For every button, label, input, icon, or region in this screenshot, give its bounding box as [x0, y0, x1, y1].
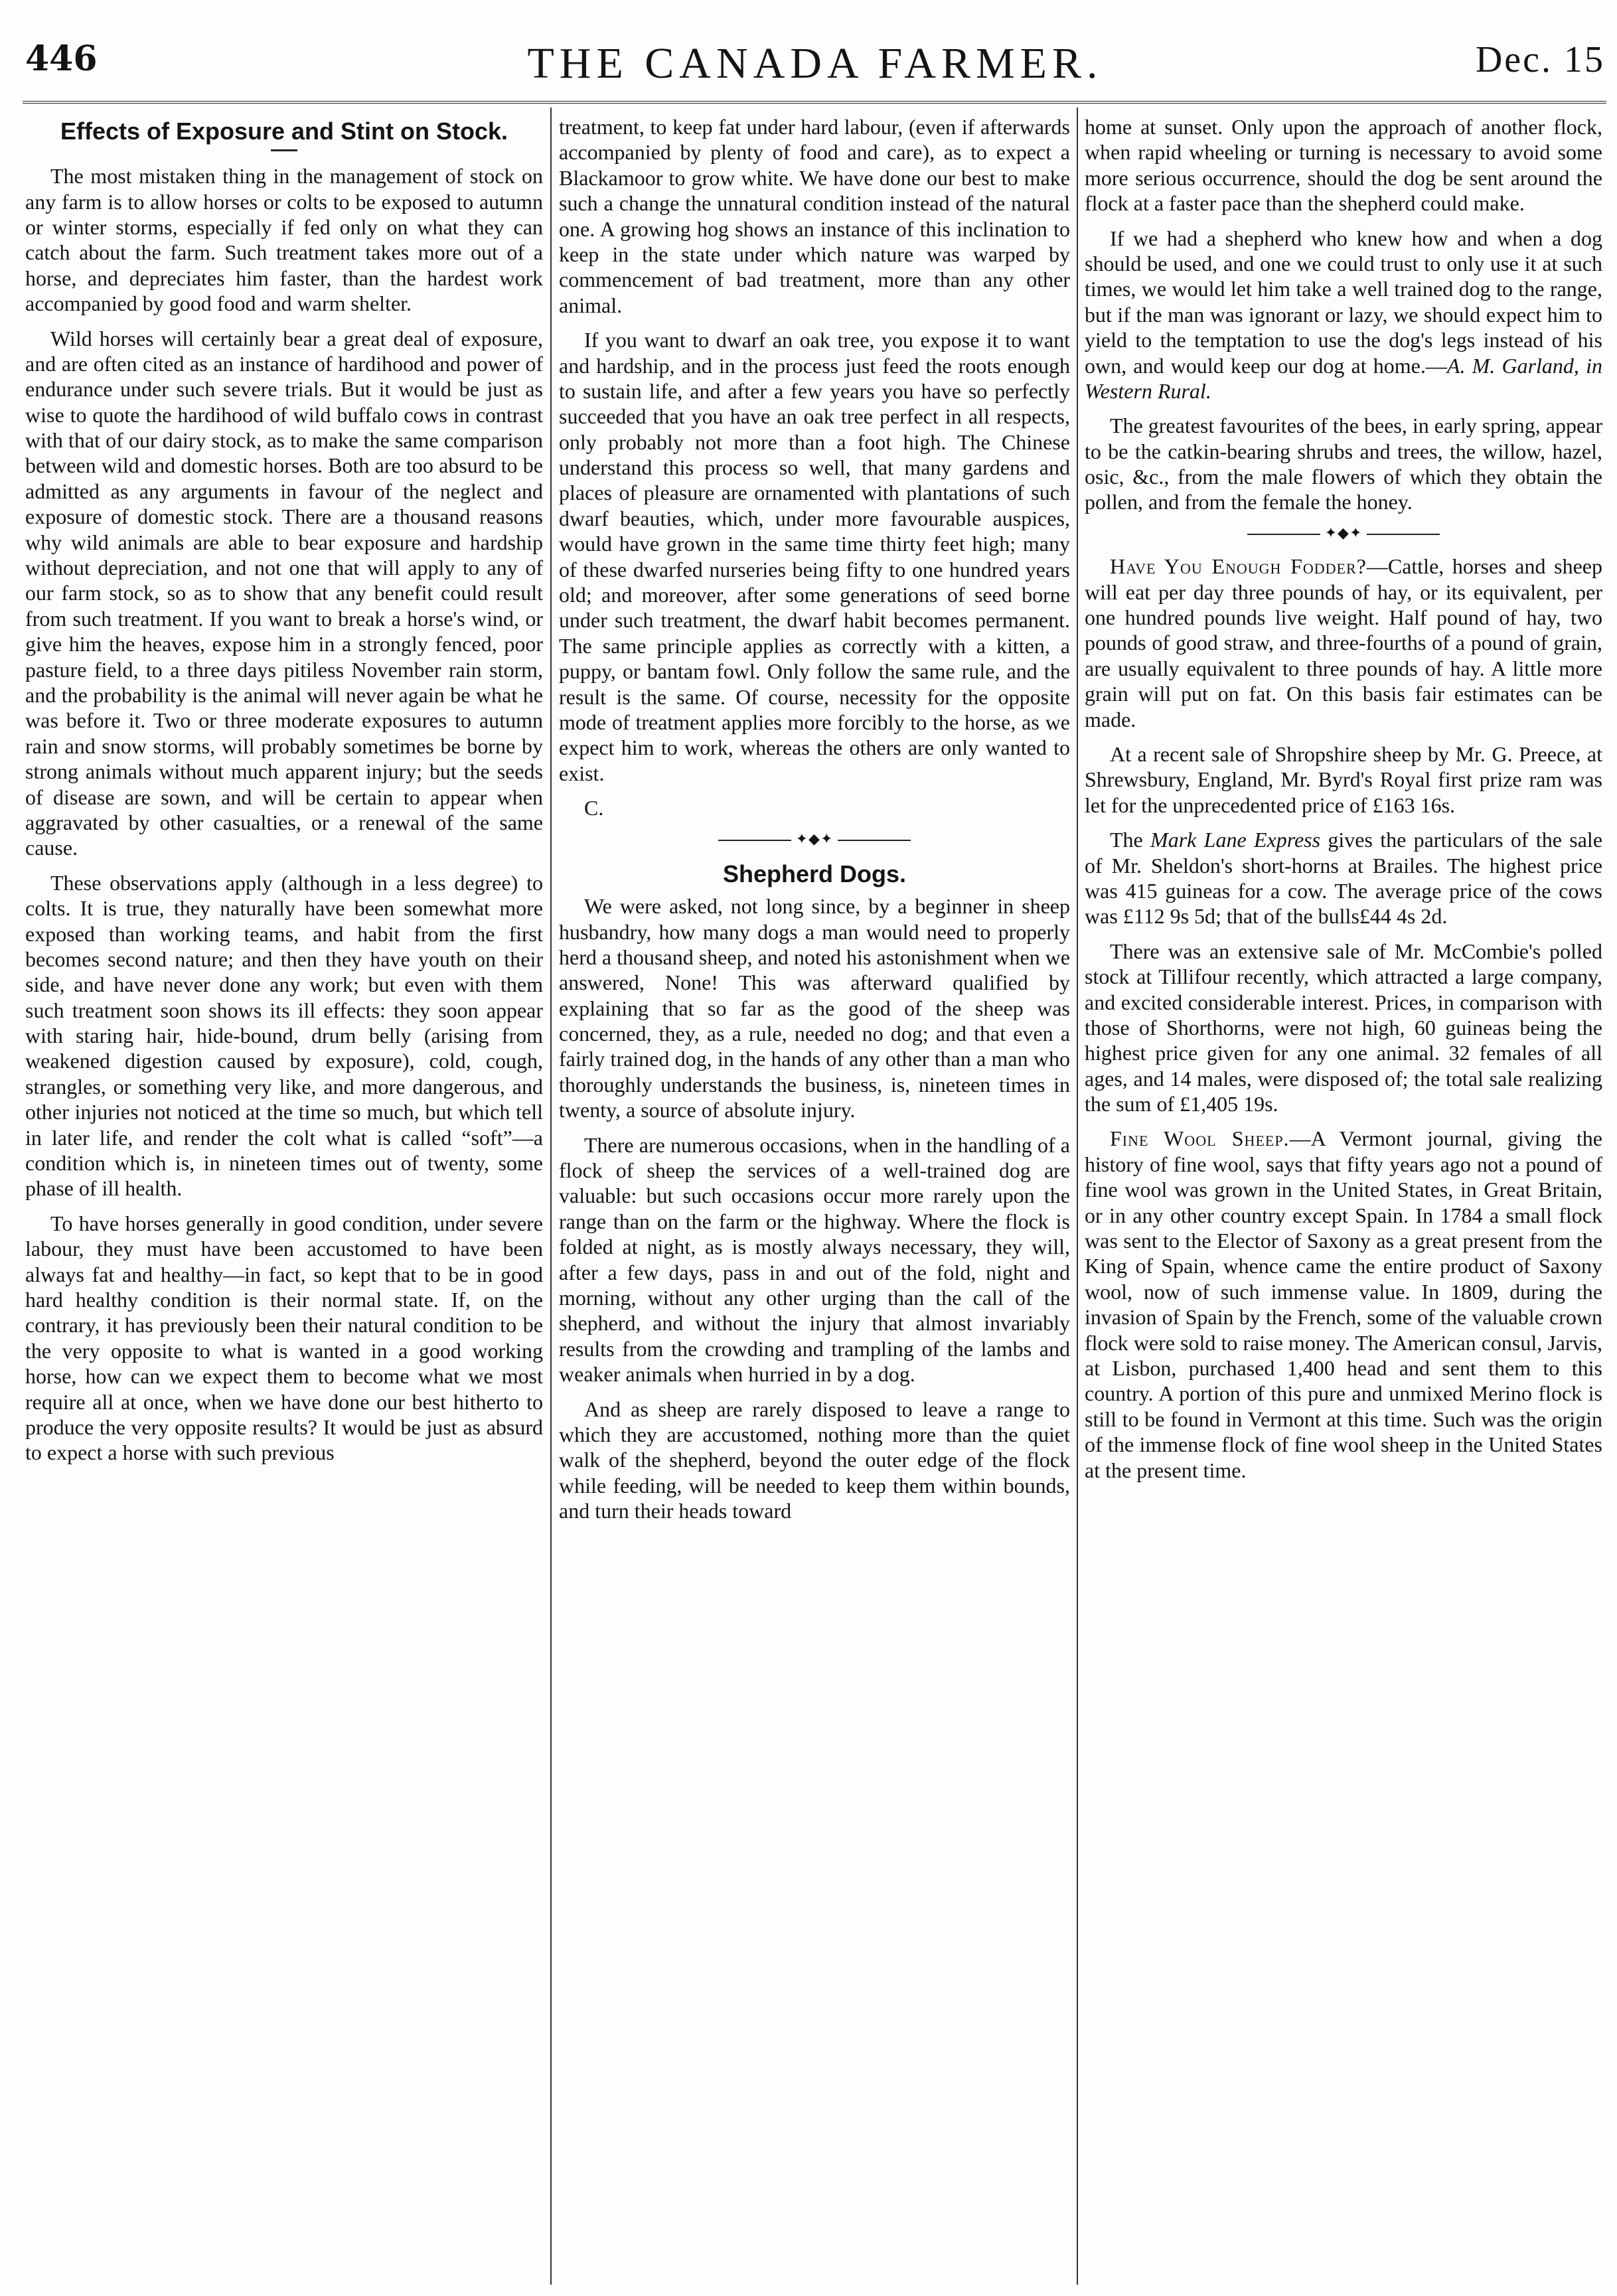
- article-paragraph: There was an extensive sale of Mr. McCombie's polled stock at Tillifour recently, which attracted a large company, and excited considerable interest. Prices, in comparison with those of Shorthorns, were not high, 60 guineas being the highest price given for any one animal. 32 females of all ages, and 14 males, were disposed of; the total sale realizing the sum of £1,405 19s.: [1085, 939, 1602, 1116]
- article-paragraph: Wild horses will certainly bear a great deal of exposure, and are often cited as an instance of hardihood and power of endurance under such severe trials. But it would be just as wise to quote the hardihood of wild buffalo cows in contrast with that of our dairy stock, as to make the same comparison between wild and domestic horses. Both are too absurd to be admitted as any arguments in favour of the neglect and exposure of domestic stock. There are a thousand reasons why wild animals are able to bear exposure and hardship without depreciation, and not one that will apply to any of our farm stock, so as to show that any benefit could result from such treatment. If you want to break a horse's wind, or give him the heaves, expose him in a strongly fenced, poor pasture field, to a three days pitiless November rain storm, and the probability is the animal will never again be what he was before it. Two or three moderate exposures to autumn rain and snow storms, will probably sometimes be borne by strong animals without much apparent injury; but the seeds of disease are sown, and will be certain to appear when aggravated by other casualties, or a renewal of the same cause.: [25, 326, 543, 860]
- section-ornament: ✦◆✦: [1085, 524, 1602, 542]
- article-paragraph: And as sheep are rarely disposed to leave a range to which they are accustomed, nothing more than the quiet walk of the shepherd, beyond the outer edge of the flock while feeding, will be needed to keep them within bounds, and turn their heads toward: [559, 1397, 1070, 1523]
- issue-date: Dec. 15: [1475, 39, 1605, 80]
- article-paragraph: We were asked, not long since, by a beginner in sheep husbandry, how many dogs a man would need to properly herd a thousand sheep, and noted his astonishment when we answered, None! This was afterward qualified by explaining that so far as the good of the sheep was concerned, they, as a rule, needed no dog; and that even a fairly trained dog, in the hands of any other than a man who thoroughly understands the business, is, nineteen times in twenty, a source of absolute injury.: [559, 894, 1070, 1122]
- article-paragraph: [1085, 1126, 1602, 1482]
- article-paragraph: [1085, 226, 1602, 404]
- paragraph-text: If we had a shepherd who knew how and when a dog should be used, and one we could trust to only use it at such times, we would let him take a well trained dog to the range, but if the man was ignorant or lazy, we should expect him to yield to the temptation to use the dog's legs instead of his own, and would keep our dog at home.—: [1085, 226, 1602, 378]
- column-1: [25, 114, 543, 2285]
- article-paragraph: At a recent sale of Shropshire sheep by Mr. G. Preece, at Shrewsbury, England, Mr. Byrd's Royal first prize ram was let for the unprecedented price of £163 16s.: [1085, 741, 1602, 817]
- article-paragraph: home at sunset. Only upon the approach of another flock, when rapid wheeling or turning is necessary to avoid some more serious occurrence, should the dog be sent around the flock at a faster pace than the shepherd could make.: [1085, 115, 1602, 216]
- paragraph-text: gives the particulars of the sale of Mr. Sheldon's short-horns at Brailes. The highest price was 415 guineas for a cow. The average price of the cows was £112 9s 5d; that of the bulls£44 4s 2d.: [1085, 828, 1602, 929]
- article-paragraph: If you want to dwarf an oak tree, you expose it to want and hardship, and in the process just feed the roots enough to sustain life, and after a few years you have so perfectly succeeded that you have an oak tree perfect in all respects, only probably not more than a foot high. The Chinese understand this process so well, that many gardens and places of pleasure are ornamented with plantations of such dwarf beauties, which, under more favourable auspices, would have grown in the same time thirty feet high; many of these dwarfed nurseries being fifty to one hundred years old; and moreover, after some generations of seed borne under such treatment, the dwarf habit becomes permanent. The same principle applies as correctly with a kitten, a puppy, or bantam fowl. Only follow the same rule, and the result is the same. Of course, necessity for the opposite mode of treatment applies more forcibly to the horse, as we expect him to work, whereas the others are only wanted to exist.: [559, 328, 1070, 785]
- article-paragraph: These observations apply (although in a less degree) to colts. It is true, they naturally have been somewhat more exposed than working teams, and habit from the first becomes second nature; and then they have youth on their side, and have never done any work; but even with them such treatment soon shows its ill effects: they soon appear with staring hair, hide-bound, drum belly (arising from weakened digestion caused by exposure), cold, cough, strangles, or something very like, and more dangerous, and other injuries not noticed at the time so much, but which tell in later life, and render the colt what is called “soft”—a condition which is, in nineteen times out of twenty, some phase of ill health.: [25, 870, 543, 1201]
- masthead-rule: [23, 101, 1606, 104]
- newspaper-title: THE CANADA FARMER.: [527, 39, 1103, 88]
- article-heading-shepherd-dogs: Shepherd Dogs.: [722, 860, 907, 887]
- article-paragraph: treatment, to keep fat under hard labour, (even if afterwards accompanied by plenty of food and care), as to expect a Blackamoor to grow white. We have done our best to make such a change the unnatural condition instead of the natural one. A growing hog shows an instance of this inclination to keep in the state under which nature was warped by commencement of bad treatment, more than any other animal.: [559, 115, 1070, 317]
- masthead: [25, 29, 1605, 96]
- article-paragraph: [1085, 554, 1602, 732]
- article-paragraph: The greatest favourites of the bees, in early spring, appear to be the catkin-bearing shrubs and trees, the willow, hazel, osic, &c., from the male flowers of which they obtain the pollen, and from the female the honey.: [1085, 414, 1602, 514]
- publication-name: Mark Lane Express: [1150, 828, 1321, 852]
- paragraph-heading-fodder: Have You Enough Fodder?: [1110, 554, 1367, 579]
- article-credit: A. M. Garland, in Western Rural.: [1085, 353, 1602, 403]
- article-paragraph: There are numerous occasions, when in the handling of a flock of sheep the services of a well-trained dog are valuable: but such occasions occur more rarely upon the range than on the farm or the highway. Where the flock is folded at night, as is mostly always necessary, they will, after a few days, pass in and out of the fold, night and morning, without any other urging than the call of the shepherd, and without the injury that almost invariably results from the crowding and trampling of the lambs and weaker animals when hurried in by a dog.: [559, 1132, 1070, 1387]
- column-2: [559, 114, 1070, 2285]
- paragraph-text: —Cattle, horses and sheep will eat per day three pounds of hay, or its equivalent, per one hundred pounds live weight. Half pound of hay, two pounds of good straw, and three-fourths of a pound of grain, are usually equivalent to three pounds of hay. A little more grain will put on fat. On this basis fair estimates can be made.: [1085, 554, 1602, 731]
- column-rule: [550, 108, 552, 2285]
- section-ornament: ✦◆✦: [559, 830, 1070, 848]
- author-signature: C.: [584, 796, 604, 820]
- paragraph-heading-fine-wool: Fine Wool Sheep.: [1110, 1126, 1290, 1151]
- column-rule: [1077, 108, 1078, 2285]
- heading-rule: [271, 149, 297, 151]
- page-number: 446: [25, 38, 98, 79]
- article-paragraph: To have horses generally in good condition, under severe labour, they must have been accustomed to have been always fat and healthy—in fact, so kept that to be in good hard healthy condition is their normal state. If, on the contrary, it has previously been their natural condition to be the very opposite to what is wanted in a good working horse, how can we expect them to become what we most require all at once, when we have done our best hitherto to produce the very opposite results? It would be just as absurd to expect a horse with such previous: [25, 1211, 543, 1465]
- paragraph-text: The: [1110, 828, 1151, 852]
- column-3: [1085, 114, 1602, 2285]
- article-paragraph: The most mistaken thing in the management of stock on any farm is to allow horses or colts to be exposed to autumn or winter storms, especially if fed only on what they can catch about the farm. Such treatment takes more out of a horse, and depreciates him faster, than the hardest work accompanied by good food and warm shelter.: [25, 164, 543, 316]
- article-heading-exposure: Effects of Exposure and Stint on Stock.: [60, 117, 508, 145]
- article-paragraph: [1085, 827, 1602, 929]
- paragraph-text: —A Vermont journal, giving the history of fine wool, says that fifty years ago not a pound of fine wool was grown in the United States, in Great Britain, or in any other country except Spain. In 1784 a small flock was sent to the Elector of Saxony as a great present from the King of Spain, whence came the entire product of Saxony wool, now of such immense value. In 1809, during the invasion of Spain by the French, some of the valuable crown flock were sold to raise money. The American consul, Jarvis, at Lisbon, purchased 1,400 head and sent them to this country. A portion of this pure and unmixed Merino flock is still to be found in Vermont at this time. Such was the origin of the immense flock of fine wool sheep in the United States at the present time.: [1085, 1126, 1602, 1482]
